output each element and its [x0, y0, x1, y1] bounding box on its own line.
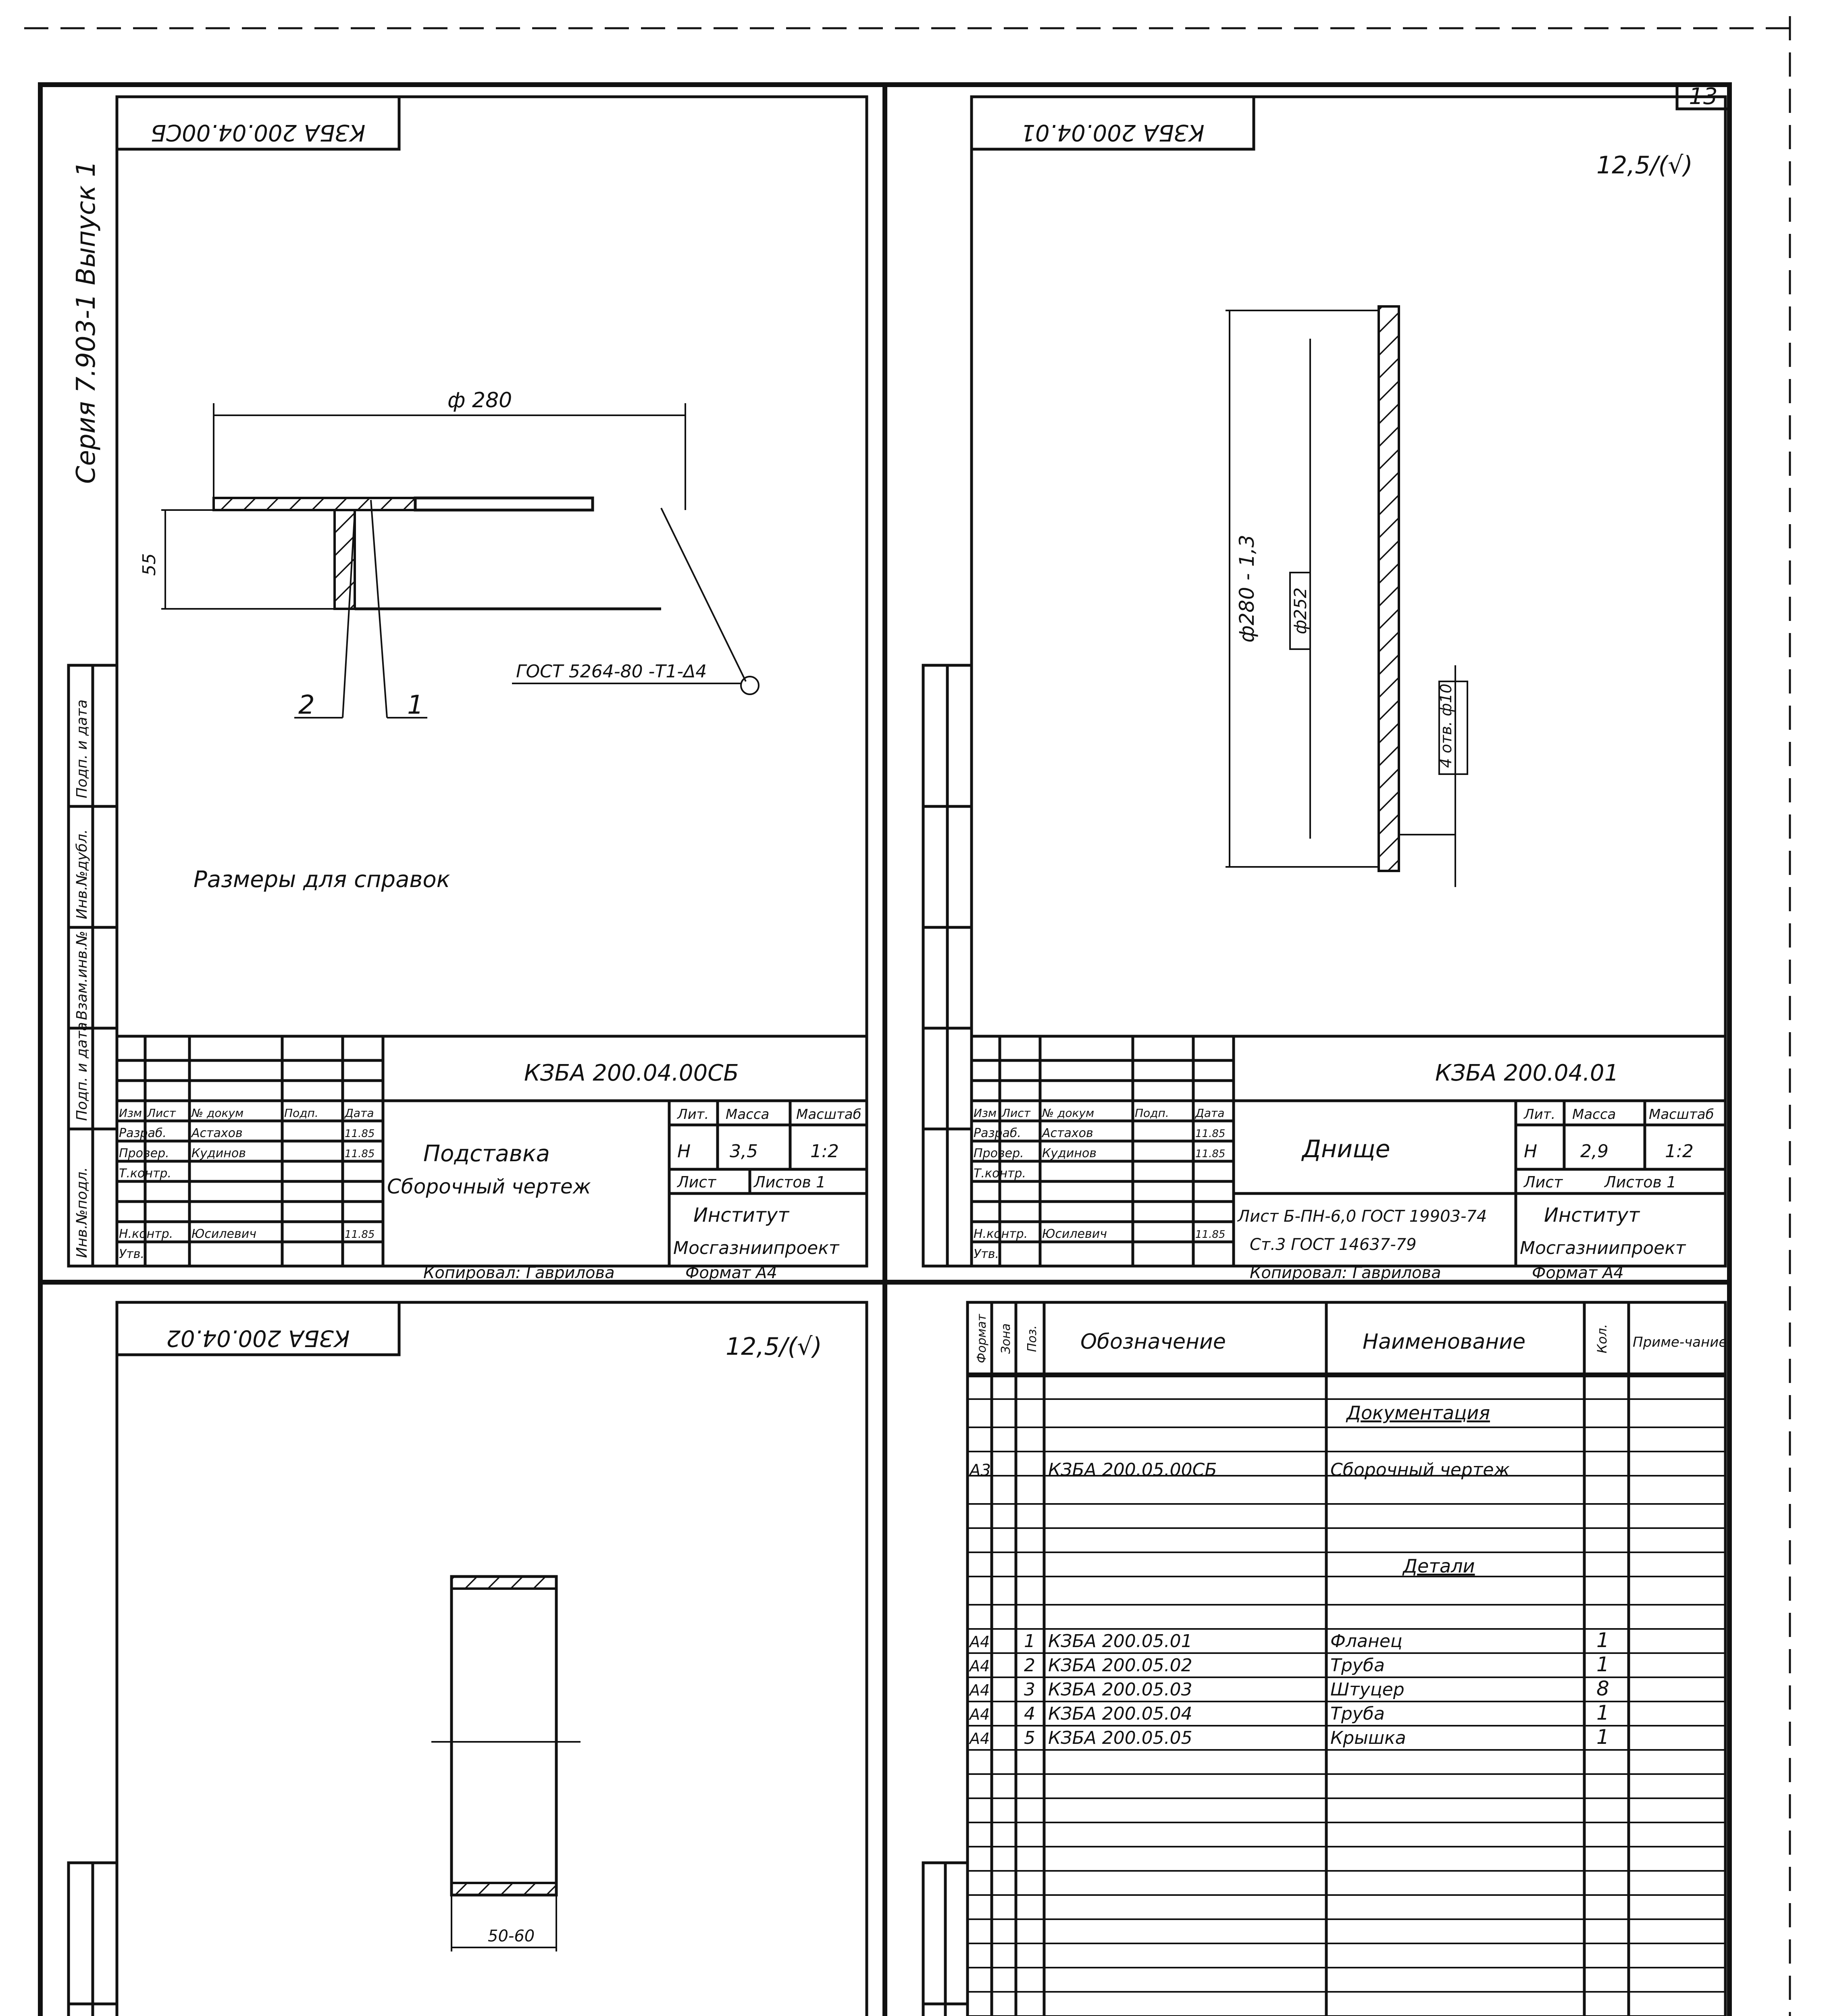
q2-h-podp: Подп.	[1135, 1106, 1169, 1120]
q2-code-rotated: КЗБА 200.04.01	[1021, 119, 1205, 146]
spec-row-1-name: Фланец	[1330, 1631, 1403, 1652]
q1-mass: 3,5	[730, 1141, 758, 1162]
spec-row-2-qty: 1	[1596, 1653, 1609, 1676]
spec-row-1-qty: 1	[1596, 1629, 1609, 1652]
q1-nkontr-date: 11.85	[345, 1229, 375, 1241]
q2-org-2: Мосгазниипроект	[1520, 1238, 1686, 1258]
q2-razrab-name: Астахов	[1042, 1126, 1093, 1140]
spec-h-name: Наименование	[1363, 1330, 1526, 1354]
q1-title-2: Сборочный чертеж	[387, 1175, 591, 1198]
q2-h-doc: № докум	[1042, 1106, 1095, 1120]
q2-title-block	[972, 1036, 1725, 1266]
spec-row-3-pos: 3	[1024, 1679, 1035, 1700]
q2-frame	[972, 97, 1725, 1266]
q1-razrab-name: Астахов	[191, 1126, 243, 1140]
spec-row-1-designation: КЗБА 200.05.01	[1048, 1631, 1192, 1652]
q2-dim-hole: 4 отв. ф10	[1437, 683, 1455, 768]
spec-row-4-name: Труба	[1330, 1704, 1385, 1724]
q2-material-1: Лист Б-ПН-6,0 ГОСТ 19903-74	[1238, 1207, 1487, 1226]
spec-row-5-qty: 1	[1596, 1725, 1609, 1749]
q2-mass: 2,9	[1580, 1141, 1609, 1162]
q1-designation: КЗБА 200.04.00СБ	[524, 1060, 739, 1086]
q1-dim-height: 55	[139, 553, 160, 576]
q2-razrab-date: 11.85	[1195, 1128, 1226, 1140]
q2-h-lit: Лит.	[1524, 1106, 1556, 1123]
q1-h-podp: Подп.	[284, 1106, 318, 1120]
q2-h-massa: Масса	[1572, 1106, 1616, 1123]
spec-h-note: Приме-чание	[1633, 1334, 1727, 1350]
spec-h-format: Формат	[975, 1314, 989, 1363]
spec-h-pos: Поз.	[1025, 1325, 1039, 1352]
q1-h-data: Дата	[345, 1106, 374, 1120]
q1-nkontr-name: Юсилевич	[191, 1227, 256, 1241]
spec-doc-designation: КЗБА 200.05.00СБ	[1048, 1460, 1217, 1480]
q2-sheets: Листов 1	[1604, 1173, 1677, 1191]
spec-row-4-designation: КЗБА 200.05.04	[1048, 1704, 1192, 1724]
q1-note: Размеры для справок	[194, 866, 450, 893]
q2-utv: Утв.	[974, 1247, 999, 1261]
q1-prover-date: 11.85	[345, 1148, 375, 1160]
sheet-q4	[923, 1302, 1727, 2016]
q3-roughness: 12,5/(√)	[726, 1333, 822, 1361]
q3-tube	[452, 1577, 556, 1895]
q1-h-list2: Лист	[147, 1106, 176, 1120]
sheet-q2	[923, 97, 1725, 1282]
side-label-4: Подп. и дата	[74, 699, 90, 798]
q1-weld-note: ГОСТ 5264-80 -Т1-Δ4	[516, 661, 707, 682]
q1-prover-name: Кудинов	[191, 1146, 246, 1160]
spec-table	[968, 1302, 1727, 2016]
spec-doc-name: Сборочный чертеж	[1330, 1460, 1510, 1480]
spec-row-2-designation: КЗБА 200.05.02	[1048, 1655, 1192, 1676]
q1-h-izm: Изм	[119, 1106, 142, 1120]
spec-section-parts: Детали	[1403, 1555, 1475, 1577]
q3-dim-length: 50-60	[488, 1927, 535, 1945]
q2-dim-inner: ф252	[1290, 587, 1310, 635]
q2-roughness: 12,5/(√)	[1596, 151, 1693, 179]
q1-lit: Н	[677, 1141, 691, 1162]
q1-dim-diameter: ф 280	[447, 388, 512, 412]
q2-nkontr-date: 11.85	[1195, 1229, 1226, 1241]
spec-row-1-pos: 1	[1024, 1631, 1035, 1652]
spec-h-designation: Обозначение	[1080, 1330, 1226, 1354]
q2-h-list2: Лист	[1002, 1106, 1030, 1120]
q1-tkontr: Т.контр.	[119, 1166, 172, 1181]
q1-scale: 1:2	[810, 1141, 839, 1162]
q1-sheets: Листов 1	[754, 1173, 826, 1191]
side-label-1: Подп. и дата	[74, 1022, 90, 1121]
series-text: Серия 7.903-1 Выпуск 1	[71, 160, 101, 484]
q2-nkontr-name: Юсилевич	[1042, 1227, 1107, 1241]
q2-h-list: Лист	[1524, 1173, 1563, 1191]
q1-utv: Утв.	[119, 1247, 144, 1261]
q1-frame	[117, 97, 867, 1266]
spec-row-5-designation: КЗБА 200.05.05	[1048, 1728, 1192, 1748]
q1-razrab: Разраб.	[119, 1126, 166, 1140]
q2-lit: Н	[1524, 1141, 1538, 1162]
q1-plate	[214, 498, 415, 510]
q1-format: Формат А4	[685, 1264, 777, 1282]
spec-row-1-format: А4	[970, 1633, 990, 1651]
q1-h-scale: Масштаб	[796, 1106, 861, 1123]
spec-row-4-pos: 4	[1024, 1704, 1035, 1724]
q2-title: Днище	[1302, 1135, 1390, 1163]
q1-h-massa: Масса	[726, 1106, 770, 1123]
q1-h-lit: Лит.	[677, 1106, 709, 1123]
q2-copied: Копировал: Гаврилова	[1250, 1264, 1441, 1282]
q2-h-izm: Изм	[974, 1106, 997, 1120]
spec-row-5-format: А4	[970, 1730, 990, 1747]
q1-title-1: Подставка	[423, 1141, 550, 1167]
spec-row-2-name: Труба	[1330, 1655, 1385, 1676]
q2-tkontr: Т.контр.	[974, 1166, 1026, 1181]
sheet-q1	[69, 97, 867, 1282]
q2-h-data: Дата	[1195, 1106, 1225, 1120]
spec-doc-format: А3	[970, 1461, 991, 1480]
q2-prover-date: 11.85	[1195, 1148, 1226, 1160]
side-label-2: Взам.инв.№	[74, 931, 90, 1020]
q2-material-2: Ст.3 ГОСТ 14637-79	[1250, 1235, 1417, 1254]
q1-org-1: Институт	[693, 1204, 789, 1227]
sheet-q3	[69, 1302, 867, 2016]
q1-razrab-date: 11.85	[345, 1128, 375, 1140]
q2-org-1: Институт	[1544, 1204, 1640, 1227]
spec-row-3-format: А4	[970, 1681, 990, 1699]
spec-row-4-qty: 1	[1596, 1701, 1609, 1724]
spec-section-docs: Документация	[1346, 1402, 1490, 1424]
spec-row-3-name: Штуцер	[1330, 1679, 1405, 1700]
q2-h-scale: Масштаб	[1649, 1106, 1714, 1123]
q2-prover: Провер.	[974, 1146, 1024, 1160]
spec-h-zone: Зона	[999, 1323, 1013, 1354]
q1-h-list: Лист	[677, 1173, 716, 1191]
q2-scale: 1:2	[1665, 1141, 1694, 1162]
spec-h-qty: Кол.	[1594, 1324, 1610, 1354]
q1-callout-2: 2	[298, 690, 315, 720]
page-number: 13	[1689, 83, 1718, 110]
q1-title-block	[117, 1036, 867, 1266]
q1-org-2: Мосгазниипроект	[673, 1238, 839, 1258]
q2-prover-name: Кудинов	[1042, 1146, 1097, 1160]
q1-prover: Провер.	[119, 1146, 169, 1160]
q2-plate-section	[1379, 306, 1399, 871]
q2-dim-diameter: ф280 - 1,3	[1235, 535, 1259, 643]
q1-h-doc: № докум	[191, 1106, 244, 1120]
side-label-3: Инв.№дубл.	[74, 829, 90, 919]
spec-row-4-format: А4	[970, 1706, 990, 1723]
spec-row-3-qty: 8	[1596, 1677, 1609, 1700]
q1-callout-1: 1	[407, 690, 424, 720]
side-labels	[74, 700, 90, 1258]
side-label-0: Инв.№подл.	[74, 1167, 90, 1258]
spec-row-5-name: Крышка	[1330, 1728, 1406, 1748]
q2-designation: КЗБА 200.04.01	[1435, 1060, 1619, 1086]
q2-format: Формат А4	[1532, 1264, 1624, 1282]
q1-copied: Копировал: Гаврилова	[423, 1264, 615, 1282]
spec-row-3-designation: КЗБА 200.05.03	[1048, 1679, 1192, 1700]
spec-row-2-pos: 2	[1024, 1655, 1035, 1676]
q1-nkontr: Н.контр.	[119, 1227, 173, 1241]
q2-razrab: Разраб.	[974, 1126, 1021, 1140]
q3-code-rotated: КЗБА 200.04.02	[166, 1325, 350, 1351]
spec-row-5-pos: 5	[1024, 1728, 1035, 1748]
spec-row-2-format: А4	[970, 1657, 990, 1675]
q3-frame	[117, 1302, 867, 2016]
q1-code-rotated: КЗБА 200.04.00СБ	[150, 119, 366, 146]
q2-nkontr: Н.контр.	[974, 1227, 1028, 1241]
